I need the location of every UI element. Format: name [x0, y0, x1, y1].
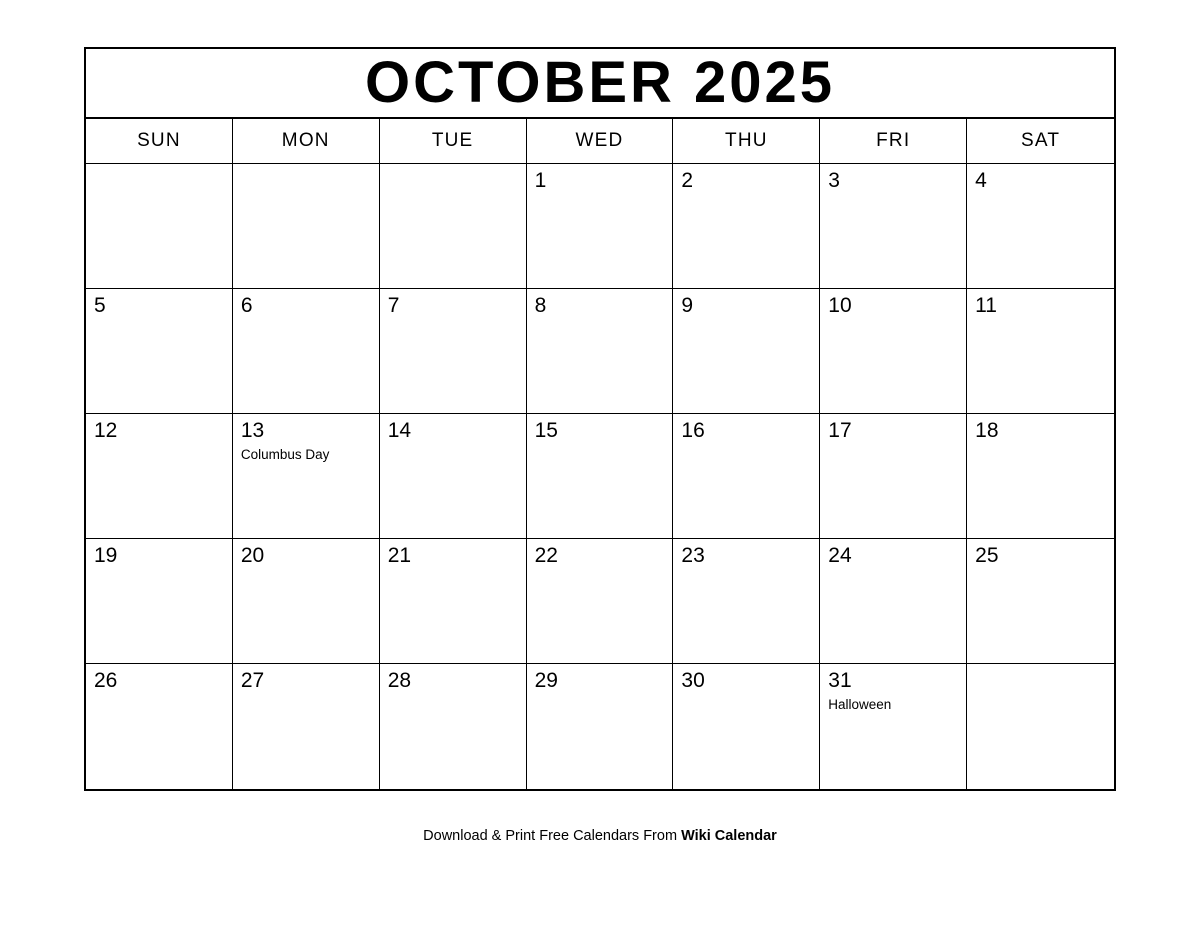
weekday-wed: WED: [527, 119, 674, 163]
day-number: 5: [94, 294, 106, 317]
day-number: 16: [681, 419, 705, 442]
day-cell[interactable]: [820, 164, 967, 288]
day-cell[interactable]: [86, 414, 233, 538]
day-cell[interactable]: [380, 539, 527, 663]
weekday-sat: SAT: [1020, 130, 1061, 151]
day-number: 4: [975, 169, 987, 192]
day-cell[interactable]: [967, 164, 1114, 288]
day-number: 12: [94, 419, 118, 442]
day-number: 30: [681, 669, 705, 692]
day-cell[interactable]: [527, 414, 674, 538]
day-cell[interactable]: [673, 539, 820, 663]
day-cell[interactable]: [673, 289, 820, 413]
weekday-tue: TUE: [380, 119, 527, 163]
day-number: 10: [828, 294, 852, 317]
day-event: Columbus Day: [240, 447, 330, 463]
day-number: 26: [94, 669, 118, 692]
week-row: [86, 539, 1114, 664]
day-number: 22: [534, 544, 558, 567]
week-row: [86, 289, 1114, 414]
day-cell[interactable]: [820, 539, 967, 663]
day-cell[interactable]: [673, 414, 820, 538]
day-cell[interactable]: [527, 539, 674, 663]
day-number: 13: [240, 419, 265, 442]
weekday-header-row: [86, 119, 1114, 164]
footer-credit: [84, 828, 1116, 844]
day-number: 3: [828, 169, 840, 192]
footer-brand-link[interactable]: Wiki Calendar: [681, 828, 777, 844]
day-number: 7: [387, 294, 400, 317]
day-number: 25: [975, 544, 999, 567]
day-cell[interactable]: [967, 539, 1114, 663]
day-cell[interactable]: [967, 664, 1114, 789]
day-number: 23: [681, 544, 705, 567]
day-cell[interactable]: [86, 664, 233, 789]
day-number: 18: [975, 419, 999, 442]
day-number: 14: [387, 419, 412, 442]
day-cell[interactable]: [380, 289, 527, 413]
day-cell[interactable]: [820, 414, 967, 538]
day-number: 9: [681, 294, 694, 317]
day-number: 21: [387, 544, 412, 567]
weekday-fri: FRI: [820, 119, 967, 163]
calendar-title-bar: [86, 49, 1114, 119]
day-cell[interactable]: [233, 414, 380, 538]
day-cell[interactable]: [233, 289, 380, 413]
day-number: 19: [94, 544, 118, 567]
day-cell[interactable]: [673, 664, 820, 789]
day-number: 8: [534, 294, 547, 317]
day-number: 27: [240, 669, 265, 692]
day-cell[interactable]: [86, 539, 233, 663]
day-cell[interactable]: [673, 164, 820, 288]
day-cell[interactable]: [380, 164, 527, 288]
footer-text: Download & Print Free Calendars From: [423, 828, 682, 844]
day-cell[interactable]: [527, 289, 674, 413]
day-cell[interactable]: [380, 664, 527, 789]
day-number: 20: [240, 544, 265, 567]
day-number: 1: [534, 169, 547, 192]
day-number: 24: [828, 544, 852, 567]
day-cell[interactable]: [380, 414, 527, 538]
day-cell[interactable]: [527, 664, 674, 789]
day-number: 6: [240, 294, 253, 317]
day-number: 17: [828, 419, 852, 442]
calendar-grid: [84, 47, 1116, 791]
page-title: OCTOBER 2025: [364, 50, 836, 115]
day-cell[interactable]: [527, 164, 674, 288]
day-number: 28: [387, 669, 412, 692]
day-event: Halloween: [828, 697, 892, 713]
day-cell[interactable]: [86, 164, 233, 288]
weekday-sun: SUN: [86, 119, 233, 163]
day-number: 15: [534, 419, 558, 442]
day-cell[interactable]: [233, 164, 380, 288]
day-cell[interactable]: [233, 539, 380, 663]
week-row: [86, 164, 1114, 289]
day-number: 29: [534, 669, 558, 692]
week-row: [86, 664, 1114, 789]
day-cell[interactable]: [967, 414, 1114, 538]
day-number: 2: [681, 169, 694, 192]
day-cell[interactable]: [967, 289, 1114, 413]
weekday-thu: THU: [673, 119, 820, 163]
day-cell[interactable]: [233, 664, 380, 789]
day-cell[interactable]: [820, 664, 967, 789]
day-number: 31: [828, 669, 852, 692]
weekday-mon: MON: [233, 119, 380, 163]
day-number: 11: [975, 294, 997, 317]
day-cell[interactable]: [86, 289, 233, 413]
day-cell[interactable]: [820, 289, 967, 413]
week-row: [86, 414, 1114, 539]
